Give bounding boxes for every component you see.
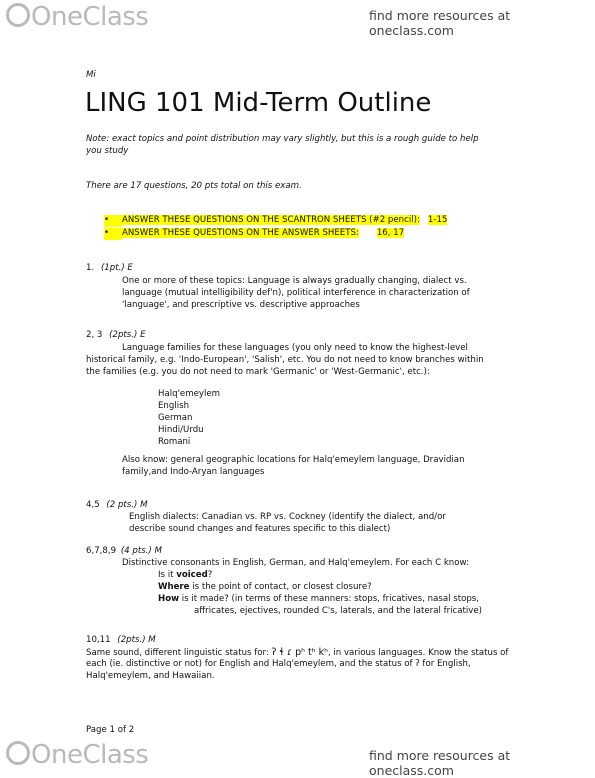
voiced-word: voiced (176, 570, 208, 580)
q45-header (86, 500, 148, 512)
q45-num: 4,5 (86, 500, 100, 510)
q1011-pts: (2pts.) (117, 635, 146, 645)
logo-ring-icon (6, 741, 30, 765)
q1011-line-1-post: , in various languages. Know the status of (327, 648, 509, 658)
q23-num: 2, 3 (86, 330, 103, 340)
q23-also-line-1: Also know: general geographic locations for Halq'emeylem language, Dravidian (122, 455, 465, 465)
q1-line-1: One or more of these topics: Language is always gradually changing, dialect vs. (122, 276, 467, 286)
q1-num: 1. (86, 263, 95, 273)
q23-line-3: the families (e.g. you do not need to mark 'Germanic' or 'West-Germanic', etc.): (86, 367, 430, 377)
q6789-how-line-2: affricates, ejectives, rounded C's, laterals, and the lateral fricative) (194, 606, 483, 616)
language-item: English (158, 401, 190, 411)
q6789-how-line (158, 594, 479, 606)
bullet-2 (104, 228, 404, 240)
q45-line-1: English dialects: Canadian vs. RP vs. Cockney (identify the dialect, and/or (129, 512, 446, 522)
bullet-1-text: ANSWER THESE QUESTIONS ON THE SCANTRON SHEETS (#2 pencil): (122, 215, 420, 225)
bullet-1 (104, 215, 447, 227)
q6789-pts: (4 pts.) (120, 546, 152, 556)
q23-also-line-2: family,and Indo-Aryan languages (122, 467, 265, 477)
bullet-dot-icon: • (104, 215, 122, 227)
q1011-header (86, 635, 156, 647)
q6789-voiced-line (158, 570, 212, 582)
q23-level: E (140, 330, 146, 340)
q45-line-2: describe sound changes and features specific to this dialect) (129, 524, 391, 534)
language-item: Halq'emeylem (158, 389, 221, 399)
total-line: There are 17 questions, 20 pts total on this exam. (86, 181, 302, 191)
q6789-line-1: Distinctive consonants in English, German, and Halq'emeylem. For each C know: (122, 558, 469, 568)
q1-level: E (127, 263, 133, 273)
oneclass-logo-top[interactable] (6, 2, 148, 32)
q6789-where-line (158, 582, 372, 594)
logo-ring-icon (6, 3, 30, 27)
q1011-line-1 (86, 647, 508, 660)
q6789-level: M (154, 546, 162, 556)
bullet-2-text: ANSWER THESE QUESTIONS ON THE ANSWER SHEETS: (122, 228, 359, 238)
q1011-num: 10,11 (86, 635, 111, 645)
q23-line-2: historical family, e.g. 'Indo-European', 'Salish', etc. You do not need to know branches within (86, 355, 484, 365)
q6789-header (86, 546, 162, 558)
oneclass-logo-bottom[interactable] (6, 740, 148, 770)
q1011-level: M (148, 635, 156, 645)
voiced-pre: Is it (158, 570, 177, 580)
bullet-2-value: 16, 17 (376, 228, 405, 238)
language-item: Hindi/Urdu (158, 425, 204, 435)
q1-pts: (1pt.) (100, 263, 125, 273)
q23-pts: (2pts.) (109, 330, 138, 340)
how-rest: is it made? (in terms of these manners: stops, fricatives, nasal stops, (179, 594, 479, 604)
q1-line-3: 'language', and prescriptive vs. descriptive approaches (122, 300, 360, 310)
q1011-line-2: each (ie. distinctive or not) for English and Halq'emeylem, and the status of ʔ for English, (86, 659, 471, 669)
top-link[interactable]: find more resources at oneclass.com (369, 8, 511, 38)
how-word: How (158, 594, 180, 604)
logo-text: OneClass (31, 2, 149, 32)
q45-level: M (140, 500, 148, 510)
q45-pts: (2 pts.) (106, 500, 138, 510)
q1-line-2: language (mutual intelligibility def'n), political interference in characterization of (122, 288, 470, 298)
q1011-line-1-pre: Same sound, different linguistic status for: (86, 648, 269, 658)
bullet-1-value: 1-15 (427, 215, 448, 225)
bullet-dot-icon: • (104, 228, 122, 240)
q23-header (86, 330, 146, 342)
logo-text: OneClass (31, 740, 149, 770)
language-item: Romani (158, 437, 191, 447)
bottom-link[interactable]: find more resources at oneclass.com (369, 748, 511, 778)
note-line-2: you study (86, 146, 129, 156)
author-initials: Mi (86, 70, 96, 80)
voiced-post: ? (207, 570, 213, 580)
page-number: Page 1 of 2 (86, 725, 135, 735)
page-title: LING 101 Mid-Term Outline (85, 88, 432, 118)
q1011-line-3: Halq'emeylem, and Hawaiian. (86, 671, 215, 681)
note-line-1: Note: exact topics and point distribution may vary slightly, but this is a rough guide to help (86, 134, 479, 144)
q1-header (86, 263, 133, 275)
language-item: German (158, 413, 193, 423)
where-word: Where (158, 582, 190, 592)
q6789-num: 6,7,8,9 (86, 546, 117, 556)
where-rest: is the point of contact, or closest closure? (189, 582, 372, 592)
q1011-symbols: ʔ ɬ ɾ pʰ tʰ kʰ (271, 647, 328, 658)
q23-line-1: Language families for these languages (you only need to know the highest-level (122, 343, 468, 353)
